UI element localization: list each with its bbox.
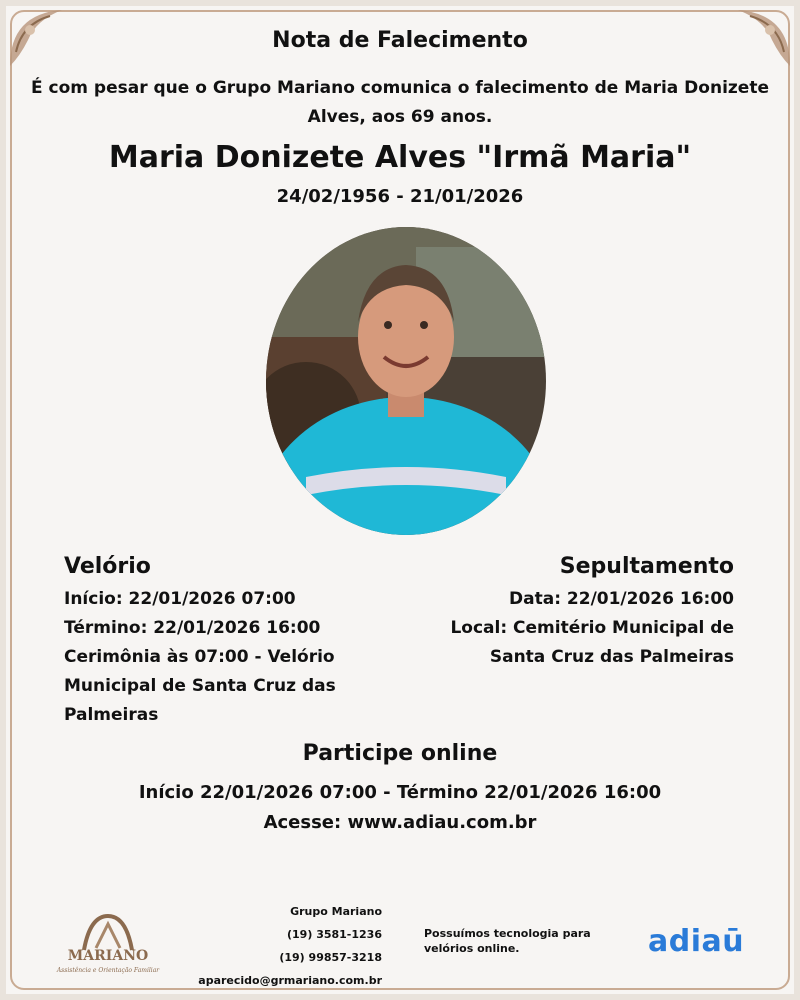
page-title: Nota de Falecimento <box>272 28 528 53</box>
sepultamento-section <box>424 554 734 672</box>
adiau-logo: adiaū <box>648 924 745 959</box>
online-heading: Participe online <box>302 741 498 766</box>
mariano-logo <box>54 910 162 976</box>
life-dates: 24/02/1956 - 21/01/2026 <box>276 186 524 207</box>
mariano-logo-tagline: Assistência e Orientação Familiar <box>56 967 160 974</box>
deceased-photo <box>266 227 546 535</box>
sepultamento-heading: Sepultamento <box>559 554 734 579</box>
deceased-name: Maria Donizete Alves "Irmã Maria" <box>108 140 692 175</box>
velorio-inicio: Início: 22/01/2026 07:00 <box>64 589 296 609</box>
phone-landline[interactable]: (19) 3581-1236 <box>287 928 382 941</box>
contact-email[interactable]: aparecido@grmariano.com.br <box>198 974 382 987</box>
contact-block <box>186 900 382 992</box>
intro-text: É com pesar que o Grupo Mariano comunica o falecimento de Maria Donizete Alves, aos 69 anos. <box>31 78 769 127</box>
phone-mobile[interactable]: (19) 99857-3218 <box>279 951 382 964</box>
mariano-logo-text: MARIANO <box>67 948 149 964</box>
sepultamento-local: Local: Cemitério Municipal de Santa Cruz das Palmeiras <box>450 618 734 667</box>
velorio-heading: Velório <box>64 554 151 579</box>
tech-note: Possuímos tecnologia para velórios online. <box>424 927 591 955</box>
online-period: Início 22/01/2026 07:00 - Término 22/01/2026 16:00 <box>138 782 662 803</box>
velorio-section <box>64 554 364 730</box>
online-access-link[interactable]: Acesse: www.adiau.com.br <box>263 812 537 833</box>
velorio-termino: Término: 22/01/2026 16:00 <box>64 618 321 638</box>
company-name: Grupo Mariano <box>290 905 382 918</box>
velorio-cerimonia: Cerimônia às 07:00 - Velório Municipal de Santa Cruz das Palmeiras <box>64 647 336 725</box>
sepultamento-data: Data: 22/01/2026 16:00 <box>509 589 734 609</box>
